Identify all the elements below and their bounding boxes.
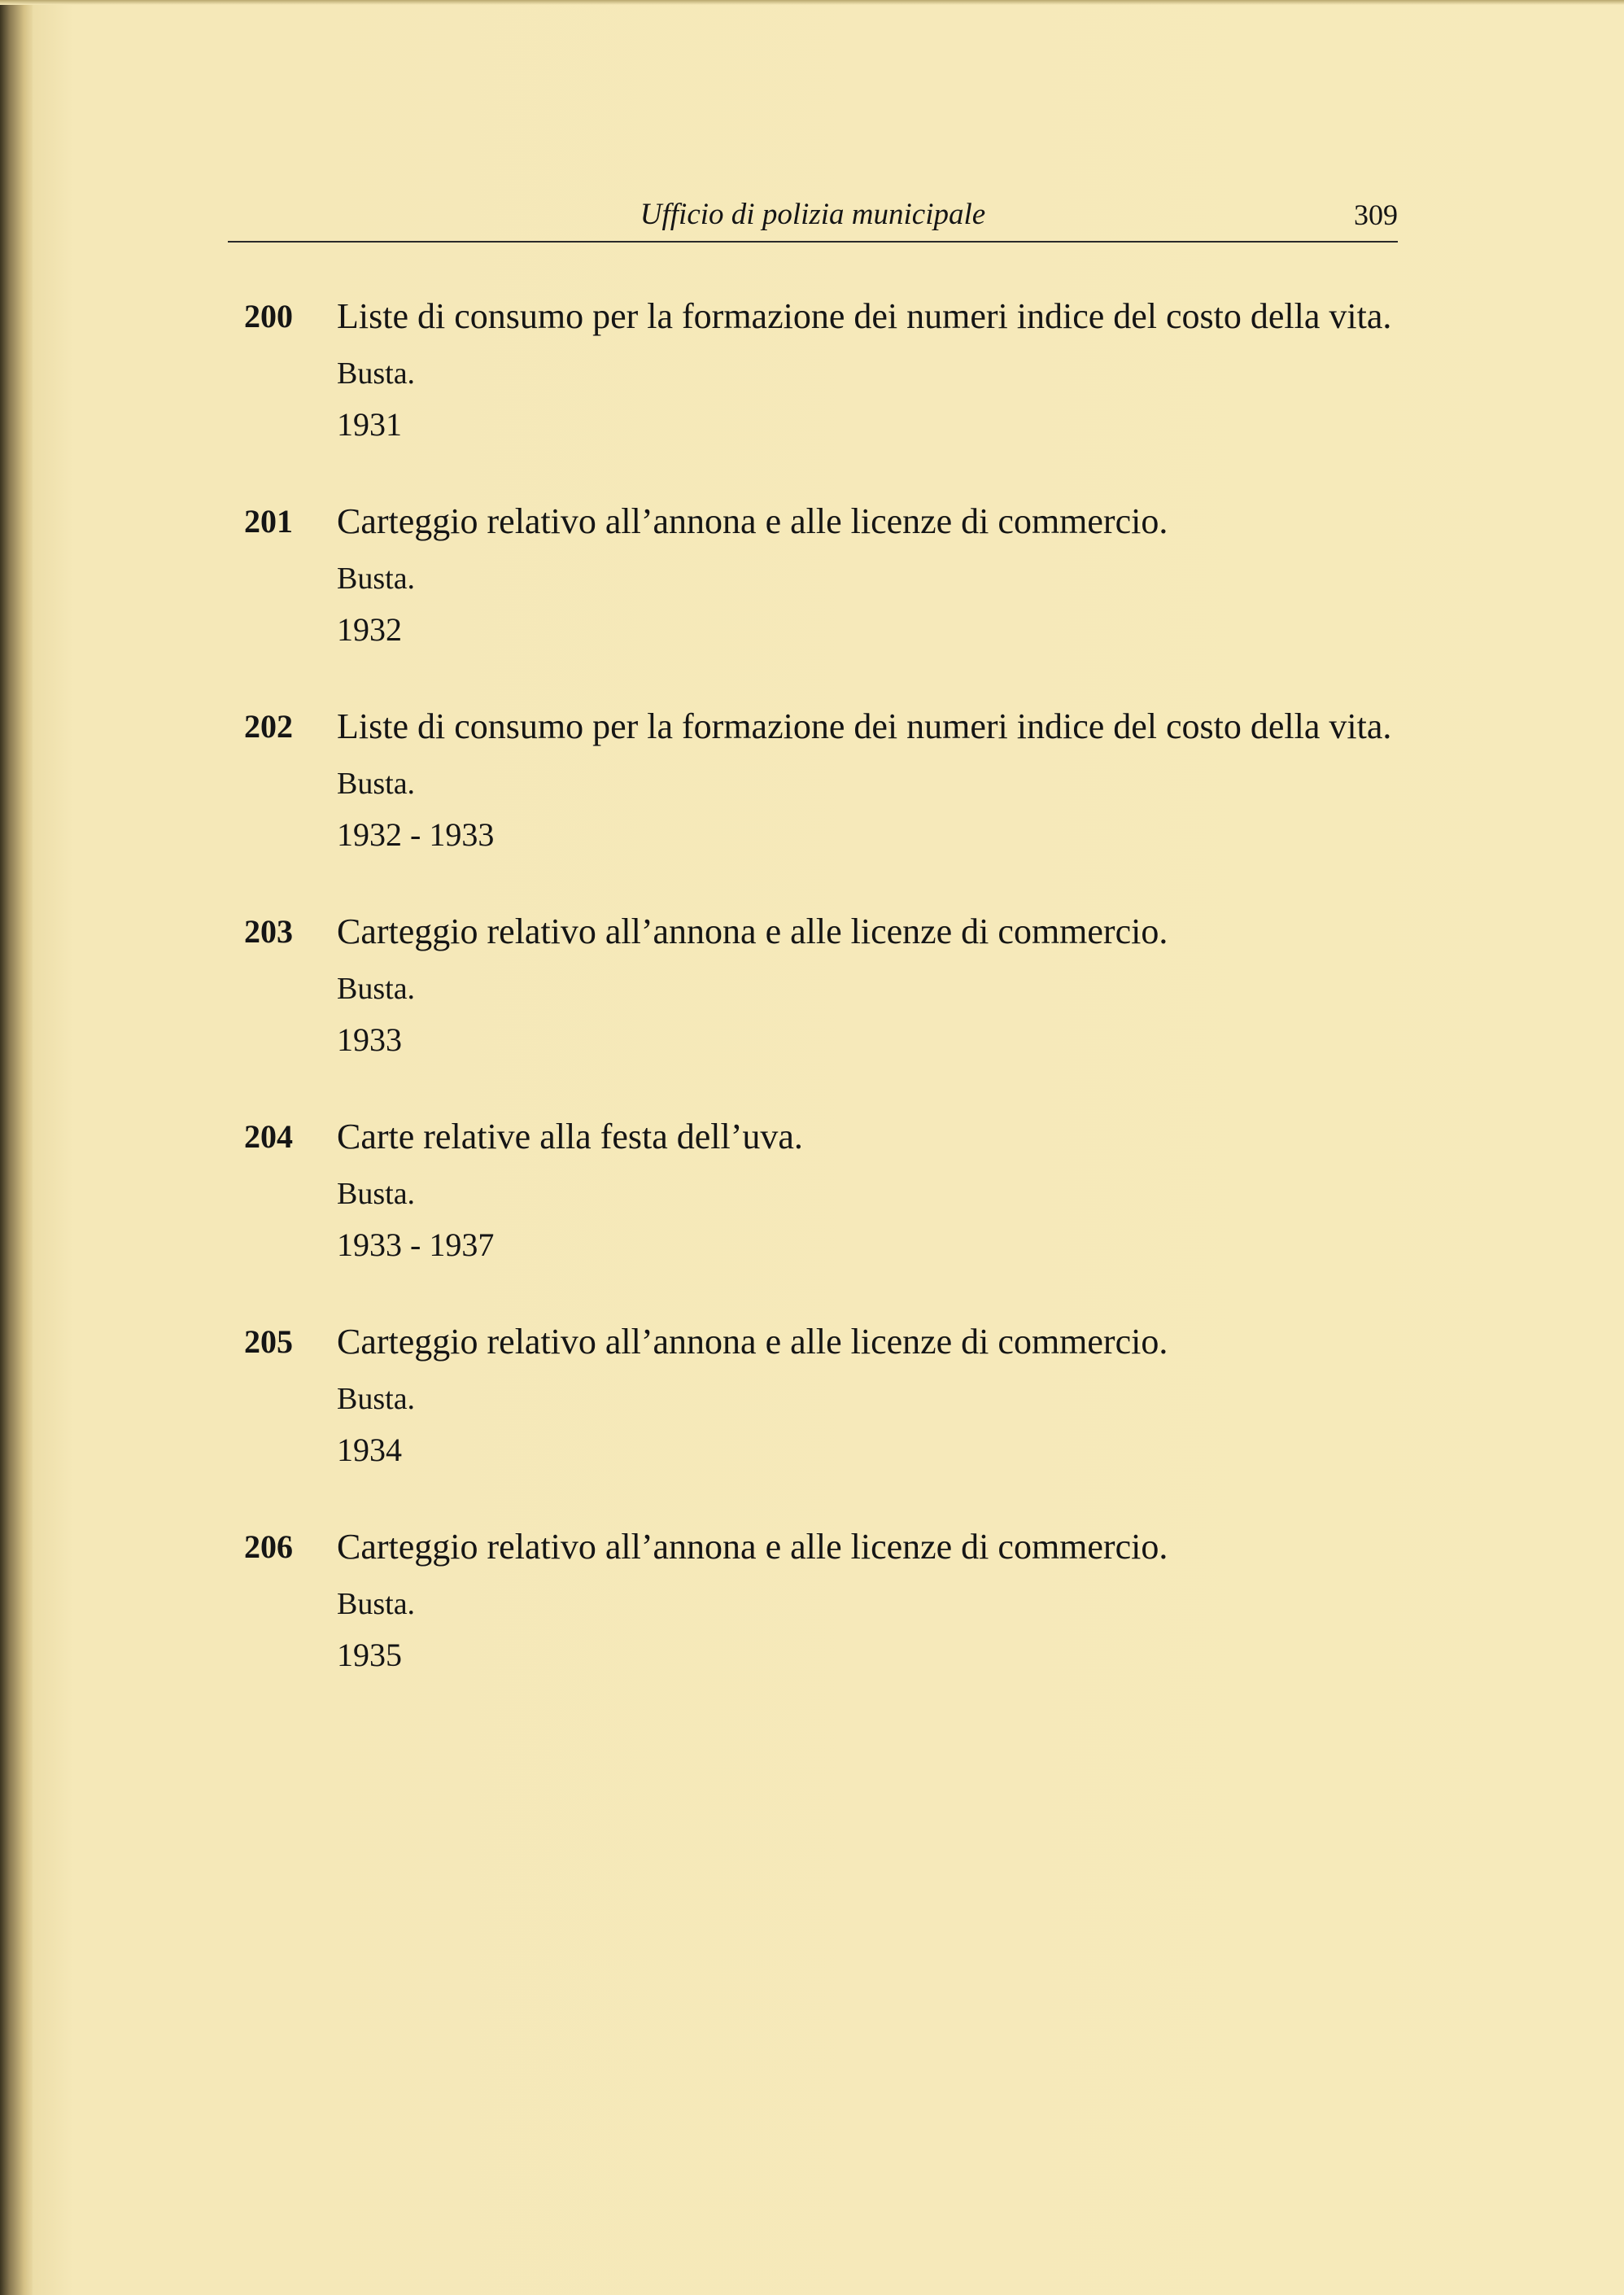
entry-number: 203 xyxy=(244,913,293,950)
entry-years: 1931 xyxy=(337,406,402,443)
entry-205 xyxy=(244,1318,1408,1473)
entry-body xyxy=(337,703,1408,858)
entry-description: Carte relative alla festa dell’uva. xyxy=(337,1117,803,1156)
entry-description: Carteggio relativo all’annona e alle licenze di commercio. xyxy=(337,501,1168,541)
entry-202 xyxy=(244,703,1408,858)
book-spine-shadow xyxy=(0,0,33,2295)
entry-type: Busta. xyxy=(337,1587,416,1621)
entry-description: Liste di consumo per la formazione dei numeri indice del costo della vita. xyxy=(337,296,1392,336)
entry-body xyxy=(337,293,1408,448)
entry-body xyxy=(337,1113,1408,1268)
entry-description: Carteggio relativo all’annona e alle licenze di commercio. xyxy=(337,1322,1168,1362)
entry-description: Carteggio relativo all’annona e alle licenze di commercio. xyxy=(337,1527,1168,1567)
entry-number: 204 xyxy=(244,1118,293,1155)
entry-number: 206 xyxy=(244,1528,293,1565)
entry-200 xyxy=(244,293,1408,448)
entry-body xyxy=(337,1318,1408,1473)
entry-type: Busta. xyxy=(337,972,416,1006)
entry-years: 1932 - 1933 xyxy=(337,816,495,853)
entry-number: 201 xyxy=(244,503,293,540)
entry-body xyxy=(337,498,1408,653)
entry-description: Carteggio relativo all’annona e alle licenze di commercio. xyxy=(337,911,1168,951)
entry-204 xyxy=(244,1113,1408,1268)
entry-number: 200 xyxy=(244,298,293,334)
entry-years: 1932 xyxy=(337,611,402,648)
page-top-edge xyxy=(0,0,1624,5)
running-header-title: Ufficio di polizia municipale xyxy=(640,198,986,231)
entry-body xyxy=(337,1523,1408,1678)
entry-type: Busta. xyxy=(337,562,416,596)
header-rule xyxy=(228,241,1398,243)
entry-description: Liste di consumo per la formazione dei numeri indice del costo della vita. xyxy=(337,706,1392,746)
running-header xyxy=(228,195,1398,241)
entry-201 xyxy=(244,498,1408,653)
entry-years: 1933 xyxy=(337,1021,402,1058)
page-number: 309 xyxy=(1354,199,1398,231)
entry-body xyxy=(337,908,1408,1063)
entry-number: 205 xyxy=(244,1323,293,1360)
entry-list xyxy=(244,293,1408,1729)
entry-years: 1935 xyxy=(337,1637,402,1673)
entry-206 xyxy=(244,1523,1408,1678)
entry-203 xyxy=(244,908,1408,1063)
entry-years: 1933 - 1937 xyxy=(337,1226,495,1263)
entry-type: Busta. xyxy=(337,1382,416,1416)
entry-years: 1934 xyxy=(337,1432,402,1468)
entry-type: Busta. xyxy=(337,1177,416,1211)
entry-number: 202 xyxy=(244,708,293,745)
entry-type: Busta. xyxy=(337,356,416,391)
entry-type: Busta. xyxy=(337,767,416,801)
